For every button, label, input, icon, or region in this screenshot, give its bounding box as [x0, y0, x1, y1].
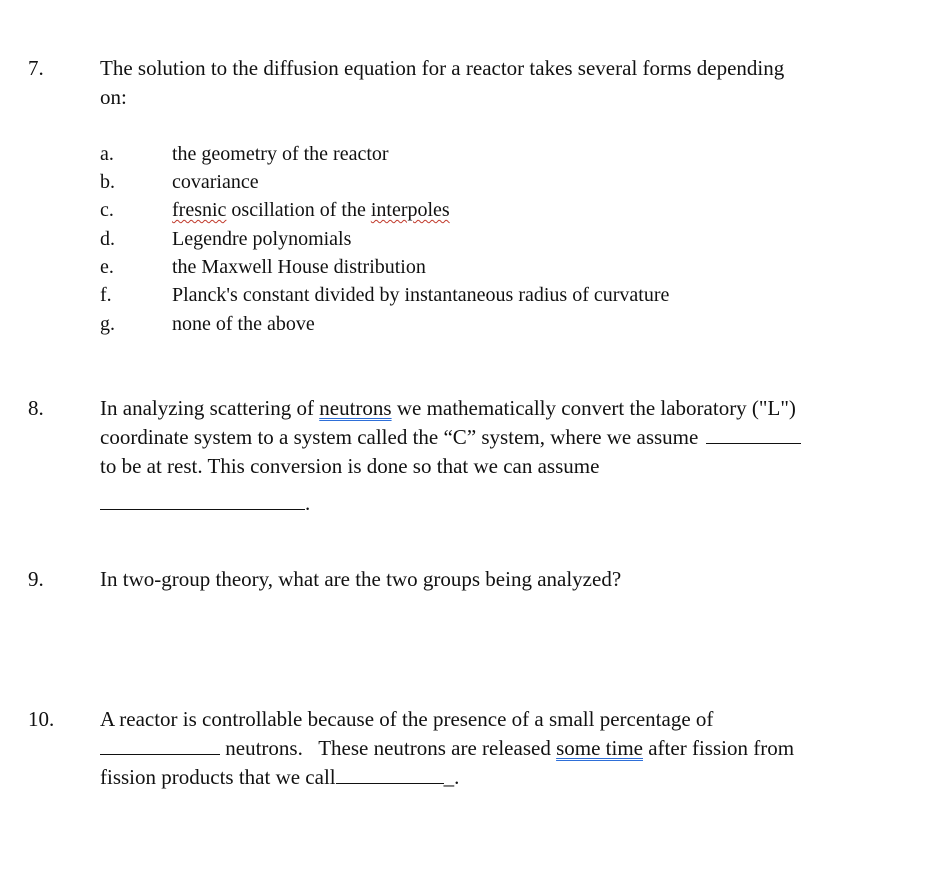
question-text	[100, 54, 900, 112]
question-text-line	[100, 489, 900, 518]
question-text-line	[100, 763, 900, 792]
text-segment: In analyzing scattering of	[100, 396, 320, 420]
option-letter: d.	[100, 228, 115, 250]
spelling-flagged-word[interactable]: fresnic	[172, 199, 227, 221]
question-text-line	[100, 423, 900, 452]
question-text	[100, 565, 900, 594]
answer-blank[interactable]	[100, 491, 305, 510]
text-segment: _.	[443, 765, 460, 789]
option-letter: f.	[100, 284, 112, 306]
option-a	[0, 140, 939, 168]
text-segment: fission products that we call	[100, 765, 336, 789]
question-text-line: A reactor is controllable because of the presence of a small percentage of	[100, 707, 714, 731]
question-text-line	[100, 734, 900, 763]
question-number: 9.	[28, 567, 44, 591]
option-c	[0, 196, 939, 224]
question-text-line	[100, 394, 900, 423]
question-text-line: to be at rest. This conversion is done so that we can assume	[100, 454, 600, 478]
text-segment: neutrons. These neutrons are released	[220, 736, 557, 760]
option-text-segment: oscillation of the	[226, 199, 371, 221]
question-text	[100, 394, 900, 518]
option-e	[0, 253, 939, 281]
option-letter: e.	[100, 256, 114, 278]
answer-blank[interactable]	[100, 736, 220, 755]
grammar-flagged-word[interactable]: neutrons	[319, 396, 392, 420]
text-segment: .	[305, 491, 311, 515]
text-segment: coordinate system to a system called the “C” system, where we assume	[100, 425, 699, 449]
option-text: covariance	[172, 171, 259, 193]
option-g	[0, 310, 939, 338]
option-letter: c.	[100, 199, 114, 221]
text-segment: after fission from	[642, 736, 795, 760]
option-b	[0, 168, 939, 196]
option-text: the Maxwell House distribution	[172, 256, 426, 278]
option-text: Planck's constant divided by instantaneous radius of curvature	[172, 284, 670, 306]
option-text: Legendre polynomials	[172, 228, 352, 250]
question-text-line: The solution to the diffusion equation for a reactor takes several forms depending	[100, 56, 785, 80]
spelling-flagged-word[interactable]: interpoles	[370, 199, 450, 221]
grammar-flagged-word[interactable]: some time	[556, 736, 643, 760]
option-letter: b.	[100, 171, 115, 193]
option-text: none of the above	[172, 313, 315, 335]
answer-blank[interactable]	[336, 765, 444, 784]
question-text	[100, 705, 900, 792]
question-text-line: on:	[100, 85, 127, 109]
option-text	[172, 196, 450, 224]
question-number: 7.	[28, 56, 44, 80]
option-text: the geometry of the reactor	[172, 143, 389, 165]
option-letter: g.	[100, 313, 115, 335]
option-letter: a.	[100, 143, 114, 165]
answer-blank[interactable]	[706, 425, 801, 444]
question-number: 10.	[28, 707, 55, 731]
question-text-line: In two-group theory, what are the two groups being analyzed?	[100, 567, 622, 591]
option-f	[0, 281, 939, 309]
text-segment: we mathematically convert the laboratory ("L")	[391, 396, 796, 420]
question-number: 8.	[28, 396, 44, 420]
option-d	[0, 225, 939, 253]
